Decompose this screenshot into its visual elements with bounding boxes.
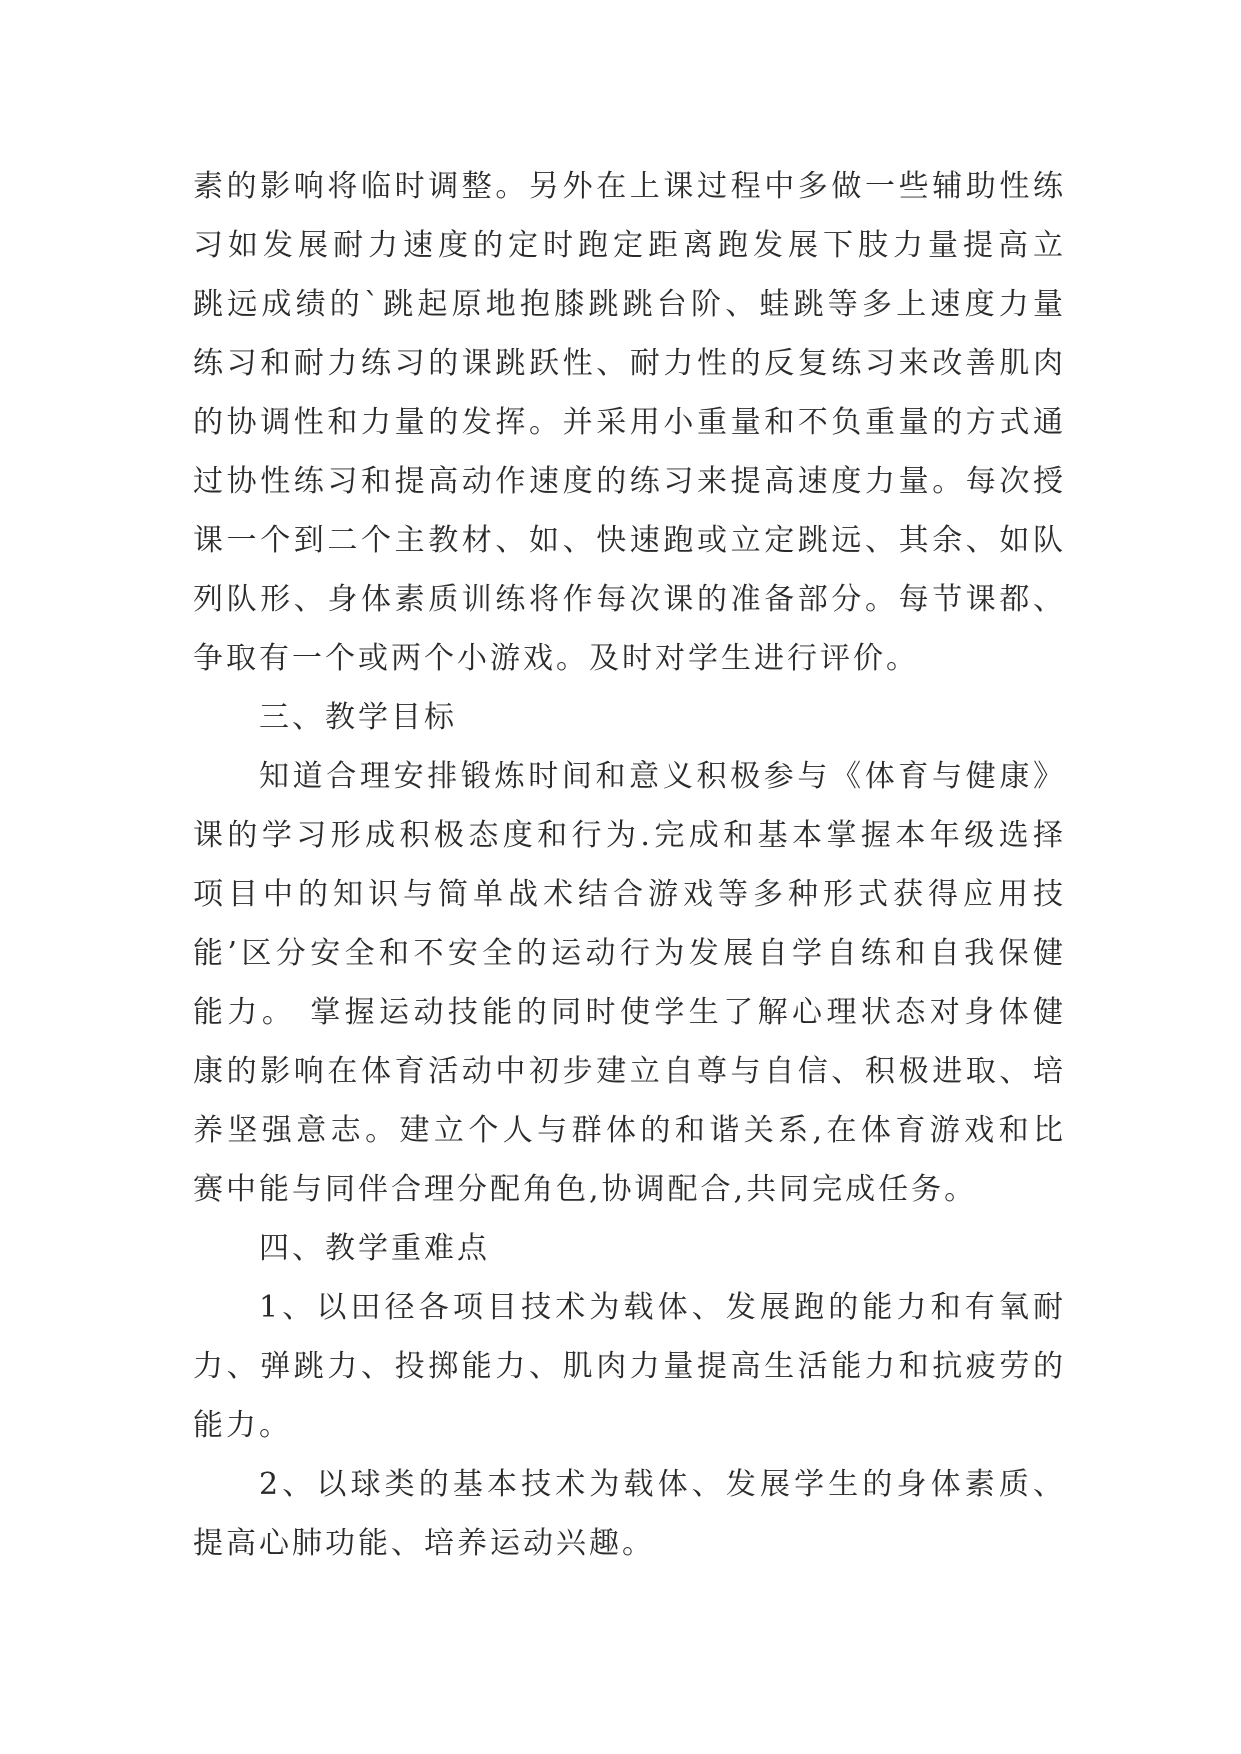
text-line: 能力。 掌握运动技能的同时使学生了解心理状态对身体健 — [193, 995, 1063, 1030]
text-line: 康的影响在体育活动中初步建立自尊与自信、积极进取、培 — [193, 1054, 1063, 1089]
list-item — [193, 1455, 1073, 1573]
text-line: 跳远成绩的`跳起原地抱膝跳跳台阶、蛙跳等多上速度力量 — [193, 287, 1063, 322]
text-line: 力、弹跳力、投掷能力、肌肉力量提高生活能力和抗疲劳的 — [193, 1349, 1063, 1384]
text-line: 能’区分安全和不安全的运动行为发展自学自练和自我保健 — [193, 936, 1063, 971]
text-line: 习如发展耐力速度的定时跑定距离跑发展下肢力量提高立 — [193, 228, 1063, 263]
text-line: 2、以球类的基本技术为载体、发展学生的身体素质、 — [259, 1467, 1063, 1502]
list-item — [193, 1278, 1073, 1455]
text-line: 能力。 — [193, 1408, 292, 1443]
text-line: 提高心肺功能、培养运动兴趣。 — [193, 1526, 655, 1561]
text-line: 养坚强意志。建立个人与群体的和谐关系,在体育游戏和比 — [193, 1113, 1063, 1148]
text-line: 练习和耐力练习的课跳跃性、耐力性的反复练习来改善肌肉 — [193, 346, 1063, 381]
section-heading: 四、教学重难点 — [259, 1231, 490, 1266]
text-line: 素的影响将临时调整。另外在上课过程中多做一些辅助性练 — [193, 169, 1063, 204]
text-line: 知道合理安排锻炼时间和意义积极参与《体育与健康》 — [259, 759, 1063, 794]
text-line: 课一个到二个主教材、如、快速跑或立定跳远、其余、如队 — [193, 523, 1063, 558]
document-body — [193, 157, 1073, 1573]
text-line: 赛中能与同伴合理分配角色,协调配合,共同完成任务。 — [193, 1172, 978, 1207]
text-line: 争取有一个或两个小游戏。及时对学生进行评价。 — [193, 641, 919, 676]
text-line: 过协性练习和提高动作速度的练习来提高速度力量。每次授 — [193, 464, 1063, 499]
text-line: 列队形、身体素质训练将作每次课的准备部分。每节课都、 — [193, 582, 1063, 617]
text-line: 项目中的知识与简单战术结合游戏等多种形式获得应用技 — [193, 877, 1063, 912]
paragraph — [193, 747, 1073, 1219]
text-line: 1、以田径各项目技术为载体、发展跑的能力和有氧耐 — [259, 1290, 1063, 1325]
text-line: 的协调性和力量的发挥。并采用小重量和不负重量的方式通 — [193, 405, 1063, 440]
text-line: 课的学习形成积极态度和行为.完成和基本掌握本年级选择 — [193, 818, 1063, 853]
paragraph — [193, 157, 1073, 688]
section-heading: 三、教学目标 — [259, 700, 457, 735]
